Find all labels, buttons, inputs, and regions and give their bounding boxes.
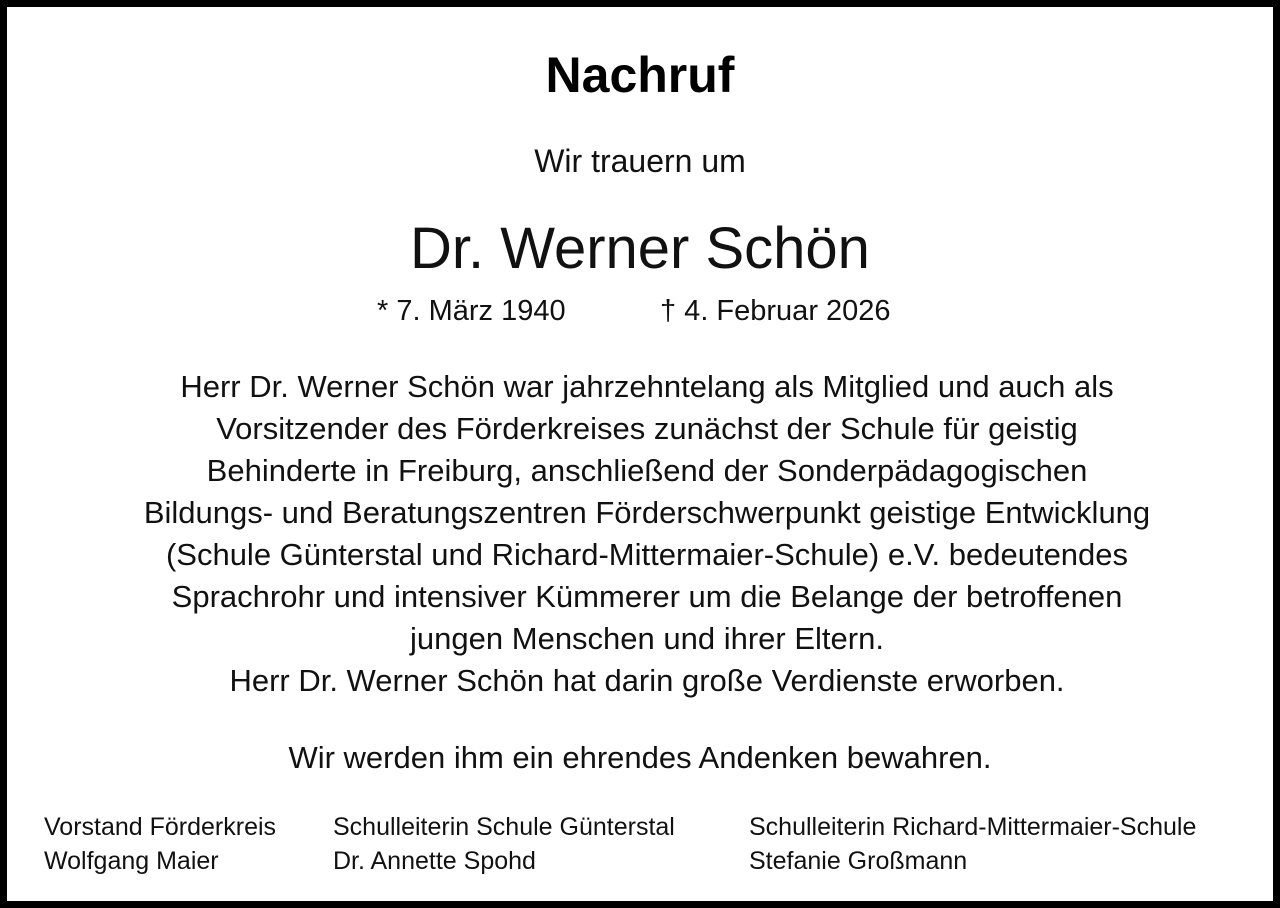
body-line: (Schule Günterstal und Richard-Mittermaier-Schule) e.V. bedeutendes bbox=[165, 537, 1129, 572]
signatory-role: Vorstand Förderkreis bbox=[44, 813, 277, 841]
obituary-title: Nachruf bbox=[545, 47, 735, 103]
signatory-role: Schulleiterin Schule Günterstal bbox=[333, 813, 675, 841]
body-line: jungen Menschen und ihrer Eltern. bbox=[410, 621, 884, 656]
signatory-foerderkreis bbox=[44, 810, 276, 878]
body-line: Behinderte in Freiburg, anschließend der Sonderpädagogischen bbox=[206, 453, 1088, 488]
body-line: Bildungs- und Beratungszentren Förderschwerpunkt geistige Entwicklung bbox=[143, 495, 1151, 530]
signatory-role: Schulleiterin Richard-Mittermaier-Schule bbox=[749, 813, 1197, 841]
body-line: Herr Dr. Werner Schön war jahrzehntelang als Mitglied und auch als bbox=[180, 369, 1114, 404]
obituary-body bbox=[47, 366, 1247, 702]
signatory-name: Stefanie Großmann bbox=[749, 847, 968, 875]
signatory-name: Wolfgang Maier bbox=[44, 847, 219, 875]
signatory-schule-guenterstal bbox=[333, 810, 675, 878]
deceased-name: Dr. Werner Schön bbox=[410, 216, 870, 281]
body-line: Vorsitzender des Förderkreises zunächst der Schule für geistig bbox=[216, 411, 1078, 446]
body-line: Herr Dr. Werner Schön hat darin große Verdienste erworben. bbox=[229, 663, 1065, 698]
birth-date: * 7. März 1940 bbox=[377, 295, 566, 327]
body-line: Sprachrohr und intensiver Kümmerer um die Belange der betroffenen bbox=[171, 579, 1123, 614]
death-date: † 4. Februar 2026 bbox=[660, 295, 891, 327]
signatory-name: Dr. Annette Spohd bbox=[333, 847, 536, 875]
closing-line: Wir werden ihm ein ehrendes Andenken bewahren. bbox=[288, 740, 992, 775]
signatory-richard-mittermaier-schule bbox=[749, 810, 1196, 878]
intro-line: Wir trauern um bbox=[534, 143, 746, 179]
